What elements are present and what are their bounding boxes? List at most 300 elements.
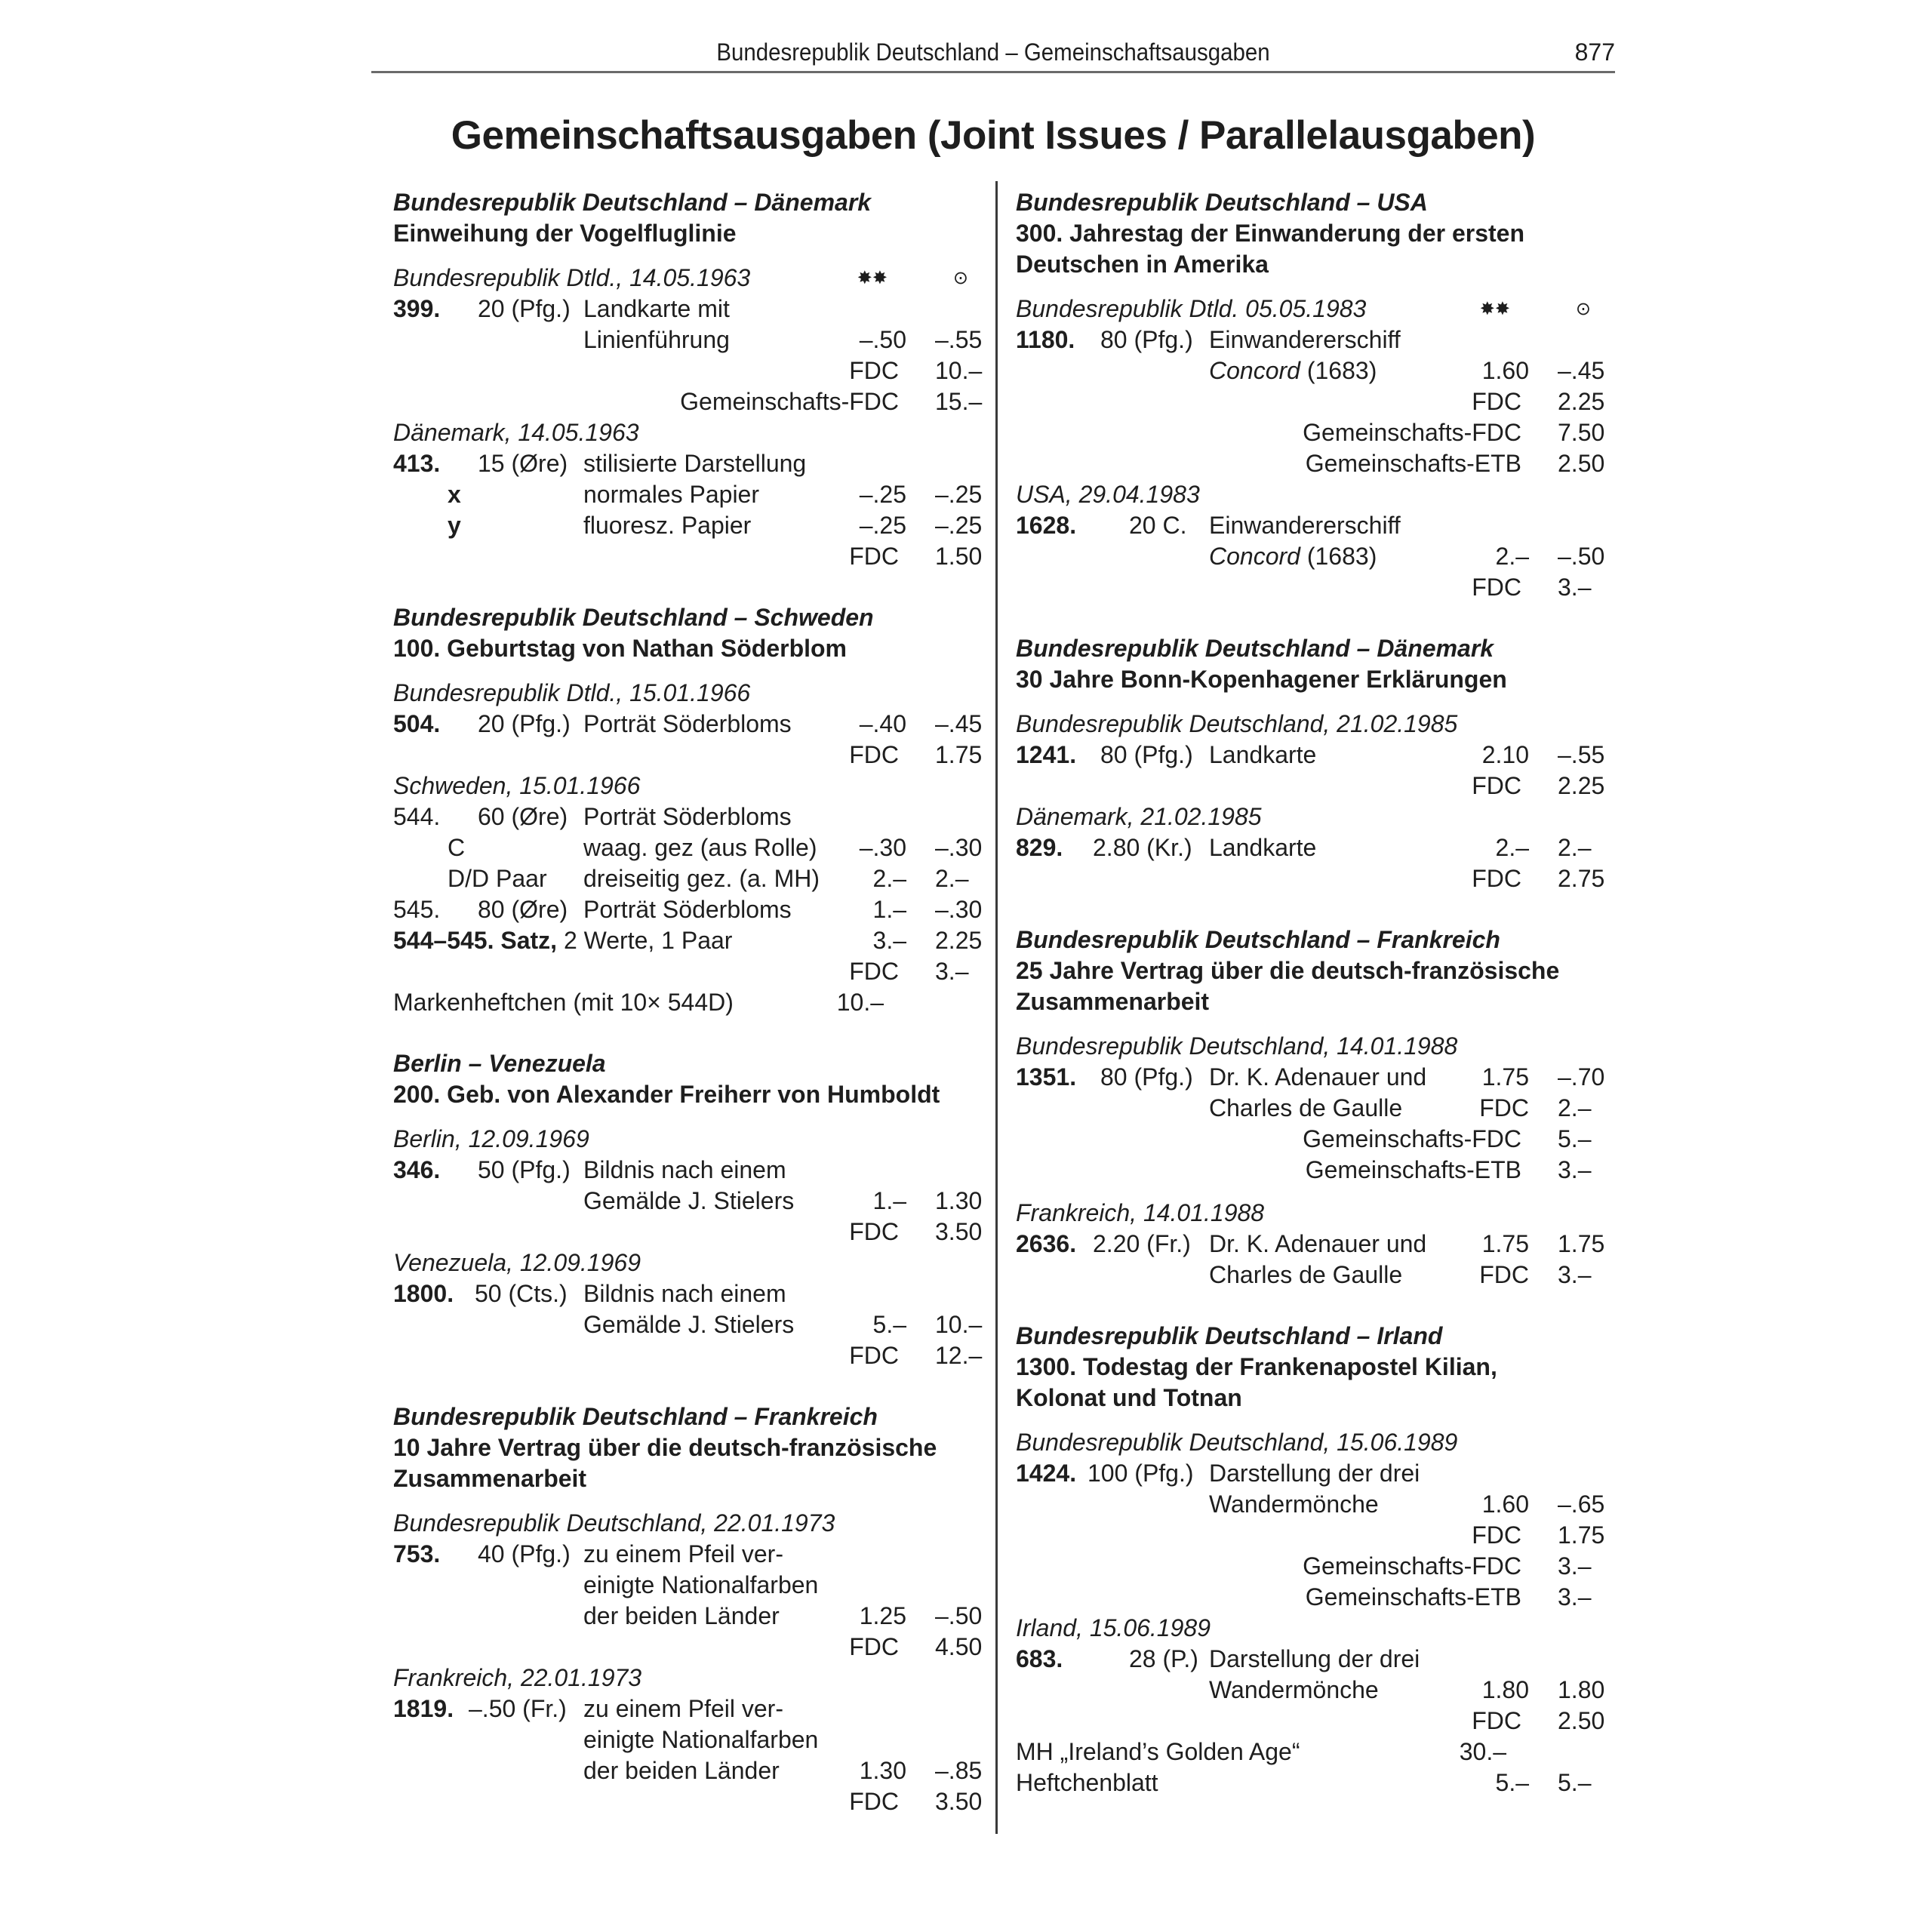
- description-text: Porträt Söderbloms: [583, 896, 792, 923]
- catalog-row: [393, 1694, 989, 1724]
- catalog-number: 544.: [393, 803, 441, 830]
- price-used: 3.–: [1558, 1261, 1592, 1288]
- price-label: Gemeinschafts-FDC: [1303, 1552, 1521, 1580]
- issuer-date: Bundesrepublik Dtld. 05.05.1983: [1016, 295, 1367, 322]
- page-number: 877: [1574, 38, 1615, 66]
- face-value: –.50 (Fr.): [469, 1695, 567, 1722]
- price-mint: 1.30: [859, 1757, 906, 1784]
- price-used: –.25: [935, 481, 983, 508]
- catalog-row: [1016, 1093, 1612, 1124]
- issue-title: 10 Jahre Vertrag über die deutsch-französische: [393, 1434, 937, 1461]
- issuer-date: Bundesrepublik Deutschland, 15.06.1989: [1016, 1429, 1458, 1456]
- catalog-row: [393, 1570, 989, 1601]
- issue-title: Zusammenarbeit: [393, 1465, 587, 1492]
- catalog-section: [1016, 187, 1612, 603]
- price-used: 1.50: [935, 543, 983, 570]
- price-used: 4.50: [935, 1633, 983, 1660]
- description: [1209, 1229, 1426, 1260]
- price-used: 2.50: [1558, 450, 1605, 477]
- description-text: Porträt Söderbloms: [583, 710, 792, 737]
- catalog-row: [393, 355, 989, 386]
- price-used: 5.–: [1558, 1125, 1592, 1152]
- issuer-date: Irland, 15.06.1989: [1016, 1614, 1211, 1641]
- catalog-row: [1016, 1675, 1612, 1706]
- countries-heading: Bundesrepublik Deutschland – Schweden: [393, 604, 874, 631]
- catalog-row: [393, 294, 989, 325]
- description: [583, 1186, 794, 1217]
- description: [583, 832, 817, 863]
- price-mint: 2.–: [1495, 834, 1529, 861]
- issuer-row: [393, 417, 989, 448]
- catalog-row: [393, 1278, 989, 1309]
- price-used: 3.–: [1558, 1583, 1592, 1611]
- price-label: FDC: [849, 1218, 899, 1245]
- price-mint: 10.–: [836, 989, 884, 1016]
- issue-title: Deutschen in Amerika: [1016, 251, 1269, 278]
- spacer: [1016, 1017, 1612, 1031]
- description-italic: Concord: [1209, 357, 1300, 384]
- price-label: FDC: [849, 958, 899, 985]
- description-text: einigte Nationalfarben: [583, 1726, 819, 1753]
- price-mint: 5.–: [1495, 1769, 1529, 1796]
- price-used: –.85: [935, 1757, 983, 1784]
- catalog-section: [393, 187, 989, 572]
- catalog-row: [1016, 771, 1612, 801]
- catalog-row: [1016, 1124, 1612, 1155]
- variant-code: y: [448, 512, 461, 539]
- catalog-row: [393, 1309, 989, 1340]
- catalog-row: [1016, 1706, 1612, 1737]
- description: [583, 1755, 780, 1786]
- catalog-row: [1016, 1520, 1612, 1551]
- issuer-row: [1016, 709, 1612, 740]
- face-value: 20 (Pfg.): [478, 710, 571, 737]
- description-text: Linienführung: [583, 326, 730, 353]
- page-title: Gemeinschaftsausgaben (Joint Issues / Parallelausgaben): [451, 113, 1536, 158]
- price-mint: 2.–: [1495, 543, 1529, 570]
- issuer-date: Venezuela, 12.09.1969: [393, 1249, 641, 1276]
- left-column: [393, 187, 989, 1847]
- variant-code: C: [448, 834, 466, 861]
- catalog-number: 1628.: [1016, 512, 1077, 539]
- price-used: 1.75: [1558, 1521, 1605, 1549]
- description-text: Porträt Söderbloms: [583, 803, 792, 830]
- face-value: 2.20 (Fr.): [1093, 1230, 1191, 1257]
- countries-heading: Bundesrepublik Deutschland – Dänemark: [1016, 635, 1494, 662]
- price-used: 2.–: [1558, 834, 1592, 861]
- catalog-row: [1016, 1767, 1612, 1798]
- description-italic: Concord: [1209, 543, 1300, 570]
- description: [583, 325, 730, 355]
- description-text: waag. gez (aus Rolle): [583, 834, 817, 861]
- issue-title: 30 Jahre Bonn-Kopenhagener Erklärungen: [1016, 666, 1507, 693]
- catalog-row: [1016, 510, 1612, 541]
- countries-heading: Bundesrepublik Deutschland – Frankreich: [1016, 926, 1500, 953]
- catalog-row: [1016, 1260, 1612, 1291]
- used-postmark-icon: ⊙: [1575, 299, 1591, 319]
- description-text: einigte Nationalfarben: [583, 1571, 819, 1598]
- catalog-row: [393, 448, 989, 479]
- face-value: 2.80 (Kr.): [1093, 834, 1192, 861]
- description-text: Bildnis nach einem: [583, 1280, 786, 1307]
- catalog-row: [1016, 1737, 1612, 1767]
- face-value: 80 (Øre): [478, 896, 568, 923]
- price-used: 2.75: [1558, 865, 1605, 892]
- description-text: Einwandererschiff: [1209, 512, 1401, 539]
- issuer-row: [1016, 1031, 1612, 1062]
- price-mint: 1.–: [872, 1187, 906, 1214]
- issuer-row: [393, 771, 989, 801]
- description-text: stilisierte Darstellung: [583, 450, 807, 477]
- issuer-date: Bundesrepublik Deutschland, 14.01.1988: [1016, 1032, 1458, 1060]
- issuer-row: [393, 1508, 989, 1539]
- price-label: FDC: [849, 1342, 899, 1369]
- catalog-number: 346.: [393, 1156, 441, 1183]
- description-text: Charles de Gaulle: [1209, 1094, 1403, 1121]
- catalog-row: [393, 325, 989, 355]
- price-label: FDC: [849, 1788, 899, 1815]
- price-label: Gemeinschafts-FDC: [1303, 419, 1521, 446]
- issuer-row: [393, 1124, 989, 1155]
- face-value: 50 (Cts.): [475, 1280, 568, 1307]
- catalog-section: [393, 602, 989, 1018]
- price-mint: –.25: [859, 512, 906, 539]
- issue-title: Einweihung der Vogelfluglinie: [393, 220, 737, 247]
- price-used: 3.50: [935, 1788, 983, 1815]
- description: [583, 510, 751, 541]
- catalog-row: [393, 1724, 989, 1755]
- catalog-row: [393, 479, 989, 510]
- catalog-row: [393, 863, 989, 894]
- description-text: Dr. K. Adenauer und: [1209, 1230, 1427, 1257]
- price-mint: FDC: [1479, 1094, 1529, 1121]
- price-used: 12.–: [935, 1342, 983, 1369]
- description: [583, 801, 792, 832]
- description-text: Wandermönche: [1209, 1491, 1379, 1518]
- issuer-date: Bundesrepublik Deutschland, 22.01.1973: [393, 1509, 835, 1537]
- catalog-number: 683.: [1016, 1645, 1063, 1672]
- description: [583, 863, 820, 894]
- description: [1209, 1675, 1379, 1706]
- catalog-row: [393, 1217, 989, 1247]
- price-used: 15.–: [935, 388, 983, 415]
- spacer: [1016, 1414, 1612, 1427]
- price-label: FDC: [1472, 388, 1521, 415]
- issuer-date: Schweden, 15.01.1966: [393, 772, 641, 799]
- price-used: –.30: [935, 896, 983, 923]
- column-divider: [995, 181, 998, 1834]
- face-value: 20 (Pfg.): [478, 295, 571, 322]
- spacer: [393, 664, 989, 678]
- price-label: FDC: [1472, 1707, 1521, 1734]
- price-label: Gemeinschafts-FDC: [680, 388, 899, 415]
- catalog-row: [393, 709, 989, 740]
- description: [583, 294, 730, 325]
- catalog-number: 399.: [393, 295, 441, 322]
- row-text: [1016, 1767, 1158, 1798]
- price-mint: –.25: [859, 481, 906, 508]
- countries-heading: Bundesrepublik Deutschland – Frankreich: [393, 1403, 878, 1430]
- running-head: [371, 35, 1615, 69]
- price-used: 3.–: [1558, 1552, 1592, 1580]
- price-mint: 3.–: [872, 927, 906, 954]
- set-detail: Markenheftchen (mit 10× 544D): [393, 989, 734, 1016]
- description: [1209, 832, 1316, 863]
- catalog-row: [1016, 1229, 1612, 1260]
- catalog-row: [1016, 1551, 1612, 1582]
- set-label: 544–545. Satz,: [393, 927, 558, 954]
- issuer-date: Berlin, 12.09.1969: [393, 1125, 589, 1152]
- catalog-row: [1016, 1644, 1612, 1675]
- variant-code: x: [448, 481, 461, 508]
- catalog-row: [393, 1786, 989, 1817]
- issuer-row: [1016, 1427, 1612, 1458]
- description: [1209, 1093, 1402, 1124]
- issuer-row: [1016, 1198, 1612, 1229]
- description-text: Landkarte: [1209, 741, 1317, 768]
- price-mint: 1.80: [1481, 1676, 1529, 1703]
- spacer: [1016, 695, 1612, 709]
- issue-title: Kolonat und Totnan: [1016, 1384, 1242, 1411]
- description: [583, 448, 806, 479]
- description: [583, 709, 792, 740]
- price-mint: 1.75: [1481, 1230, 1529, 1257]
- description-text: Bildnis nach einem: [583, 1156, 786, 1183]
- catalog-row: [393, 1340, 989, 1371]
- running-title: Bundesrepublik Deutschland – Gemeinschaftsausgaben: [716, 38, 1270, 66]
- catalog-row: [393, 1632, 989, 1663]
- catalog-section: [1016, 924, 1612, 1291]
- face-value: 100 (Pfg.): [1088, 1460, 1194, 1487]
- face-value: 15 (Øre): [478, 450, 568, 477]
- price-label: FDC: [849, 1633, 899, 1660]
- issuer-row: [1016, 294, 1612, 325]
- description-text: zu einem Pfeil ver-: [583, 1695, 783, 1722]
- set-detail: Heftchenblatt: [1016, 1769, 1158, 1796]
- catalog-row: [393, 956, 989, 987]
- countries-heading: Bundesrepublik Deutschland – Irland: [1016, 1322, 1443, 1349]
- price-used: –.55: [1558, 741, 1605, 768]
- catalog-number: 413.: [393, 450, 441, 477]
- description: [1209, 541, 1377, 572]
- spacer: [393, 249, 989, 263]
- catalog-number: 1424.: [1016, 1460, 1077, 1487]
- price-mint: 5.–: [872, 1311, 906, 1338]
- issuer-date: Bundesrepublik Dtld., 15.01.1966: [393, 679, 751, 706]
- catalog-row: [1016, 863, 1612, 894]
- price-used: –.45: [935, 710, 983, 737]
- issuer-row: [1016, 479, 1612, 510]
- issue-title: Zusammenarbeit: [1016, 988, 1210, 1015]
- catalog-row: [1016, 1582, 1612, 1613]
- price-label: Gemeinschafts-FDC: [1303, 1125, 1521, 1152]
- catalog-row: [393, 1755, 989, 1786]
- face-value: 80 (Pfg.): [1100, 741, 1193, 768]
- price-mint: 2.10: [1481, 741, 1529, 768]
- description: [1209, 740, 1316, 771]
- price-used: –.45: [1558, 357, 1605, 384]
- catalog-row: [393, 1155, 989, 1186]
- catalog-section: [393, 1401, 989, 1817]
- issue-title: 300. Jahrestag der Einwanderung der ersten: [1016, 220, 1525, 247]
- issuer-date: Dänemark, 14.05.1963: [393, 419, 639, 446]
- catalog-number: 1180.: [1016, 326, 1075, 353]
- countries-heading: Berlin – Venezuela: [393, 1050, 606, 1077]
- face-value: 80 (Pfg.): [1100, 1063, 1193, 1091]
- description: [1209, 510, 1401, 541]
- price-used: 3.50: [935, 1218, 983, 1245]
- price-label: FDC: [1472, 574, 1521, 601]
- set-detail: 2 Werte, 1 Paar: [557, 927, 733, 954]
- used-postmark-icon: ⊙: [952, 268, 968, 288]
- description: [583, 1309, 794, 1340]
- description-text: normales Papier: [583, 481, 759, 508]
- description-text: Landkarte: [1209, 834, 1317, 861]
- catalog-row: [1016, 325, 1612, 355]
- description: [583, 1601, 780, 1632]
- description: [1209, 1644, 1420, 1675]
- face-value: 80 (Pfg.): [1100, 326, 1193, 353]
- description-text: der beiden Länder: [583, 1602, 780, 1629]
- issue-title: 100. Geburtstag von Nathan Söderblom: [393, 635, 847, 662]
- price-used: 3.–: [935, 958, 969, 985]
- catalog-number: 2636.: [1016, 1230, 1077, 1257]
- issuer-row: [1016, 801, 1612, 832]
- price-mint: 1.–: [872, 896, 906, 923]
- description: [583, 1155, 786, 1186]
- description-text: der beiden Länder: [583, 1757, 780, 1784]
- price-label: FDC: [849, 741, 899, 768]
- price-mint: 1.75: [1481, 1063, 1529, 1091]
- catalog-row: [1016, 1458, 1612, 1489]
- price-used: 2.50: [1558, 1707, 1605, 1734]
- catalog-row: [393, 1601, 989, 1632]
- description-text: (1683): [1300, 357, 1377, 384]
- catalog-number: 829.: [1016, 834, 1063, 861]
- catalog-section: [1016, 633, 1612, 894]
- price-used: 1.75: [1558, 1230, 1605, 1257]
- issuer-date: Frankreich, 22.01.1973: [393, 1664, 642, 1691]
- face-value: 20 C.: [1129, 512, 1187, 539]
- issue-title: 1300. Todestag der Frankenapostel Kilian,: [1016, 1353, 1497, 1380]
- face-value: 28 (P.): [1129, 1645, 1198, 1672]
- catalog-row: [1016, 1062, 1612, 1093]
- issuer-row: [393, 263, 989, 294]
- catalog-number: 1819.: [393, 1695, 454, 1722]
- description-text: Dr. K. Adenauer und: [1209, 1063, 1427, 1091]
- catalog-row: [1016, 448, 1612, 479]
- price-mint: 1.25: [859, 1602, 906, 1629]
- catalog-row: [393, 510, 989, 541]
- catalog-row: [393, 925, 989, 956]
- issuer-date: Dänemark, 21.02.1985: [1016, 803, 1262, 830]
- catalog-section: [1016, 1321, 1612, 1798]
- price-mint: 1.60: [1481, 357, 1529, 384]
- catalog-row: [393, 1186, 989, 1217]
- description-text: Wandermönche: [1209, 1676, 1379, 1703]
- description: [583, 479, 759, 510]
- catalog-row: [1016, 541, 1612, 572]
- description-text: dreiseitig gez. (a. MH): [583, 865, 820, 892]
- price-used: –.50: [935, 1602, 983, 1629]
- price-used: 2.25: [1558, 772, 1605, 799]
- issuer-date: Bundesrepublik Deutschland, 21.02.1985: [1016, 710, 1458, 737]
- price-mint: FDC: [1479, 1261, 1529, 1288]
- description: [583, 894, 792, 925]
- description: [1209, 325, 1401, 355]
- catalog-row: [393, 894, 989, 925]
- price-used: –.50: [1558, 543, 1605, 570]
- price-label: Gemeinschafts-ETB: [1305, 1583, 1521, 1611]
- price-mint: –.30: [859, 834, 906, 861]
- price-label: Gemeinschafts-ETB: [1305, 450, 1521, 477]
- description-text: Charles de Gaulle: [1209, 1261, 1403, 1288]
- price-used: –.30: [935, 834, 983, 861]
- price-used: –.25: [935, 512, 983, 539]
- catalog-section: [393, 1048, 989, 1371]
- price-used: 3.–: [1558, 574, 1592, 601]
- price-used: 10.–: [935, 1311, 983, 1338]
- issuer-row: [1016, 1613, 1612, 1644]
- price-mint: –.40: [859, 710, 906, 737]
- row-text: [393, 925, 732, 956]
- price-mint: 2.–: [872, 865, 906, 892]
- issuer-date: Frankreich, 14.01.1988: [1016, 1199, 1265, 1226]
- catalog-row: [393, 740, 989, 771]
- row-text: [1016, 1737, 1300, 1767]
- catalog-row: [393, 801, 989, 832]
- price-used: 10.–: [935, 357, 983, 384]
- catalog-row: [393, 1539, 989, 1570]
- catalog-number: 504.: [393, 710, 441, 737]
- description-text: Einwandererschiff: [1209, 326, 1401, 353]
- issuer-date: Bundesrepublik Dtld., 14.05.1963: [393, 264, 751, 291]
- description-text: (1683): [1300, 543, 1377, 570]
- variant-code: D/D Paar: [448, 865, 547, 892]
- description: [583, 1539, 783, 1570]
- description-text: Darstellung der drei: [1209, 1460, 1420, 1487]
- price-used: 1.75: [935, 741, 983, 768]
- description-text: Gemälde J. Stielers: [583, 1187, 795, 1214]
- description: [1209, 1260, 1402, 1291]
- price-used: –.55: [935, 326, 983, 353]
- catalog-row: [1016, 1186, 1612, 1198]
- catalog-row: [1016, 1155, 1612, 1186]
- right-column: [1016, 187, 1612, 1829]
- price-label: FDC: [1472, 1521, 1521, 1549]
- issuer-row: [393, 678, 989, 709]
- catalog-number: 1351.: [1016, 1063, 1077, 1091]
- description-text: zu einem Pfeil ver-: [583, 1540, 783, 1567]
- description: [1209, 355, 1377, 386]
- catalog-row: [1016, 1489, 1612, 1520]
- description-text: Gemälde J. Stielers: [583, 1311, 795, 1338]
- catalog-row: [393, 541, 989, 572]
- catalog-number: 545.: [393, 896, 441, 923]
- issuer-date: USA, 29.04.1983: [1016, 481, 1200, 508]
- price-used: –.65: [1558, 1491, 1605, 1518]
- face-value: 60 (Øre): [478, 803, 568, 830]
- price-used: 2.–: [935, 865, 969, 892]
- description: [583, 1278, 786, 1309]
- issuer-row: [393, 1663, 989, 1694]
- catalog-row: [1016, 740, 1612, 771]
- catalog-row: [1016, 386, 1612, 417]
- price-label: FDC: [1472, 865, 1521, 892]
- catalog-row: [1016, 572, 1612, 603]
- price-mint: 1.60: [1481, 1491, 1529, 1518]
- catalog-row: [1016, 355, 1612, 386]
